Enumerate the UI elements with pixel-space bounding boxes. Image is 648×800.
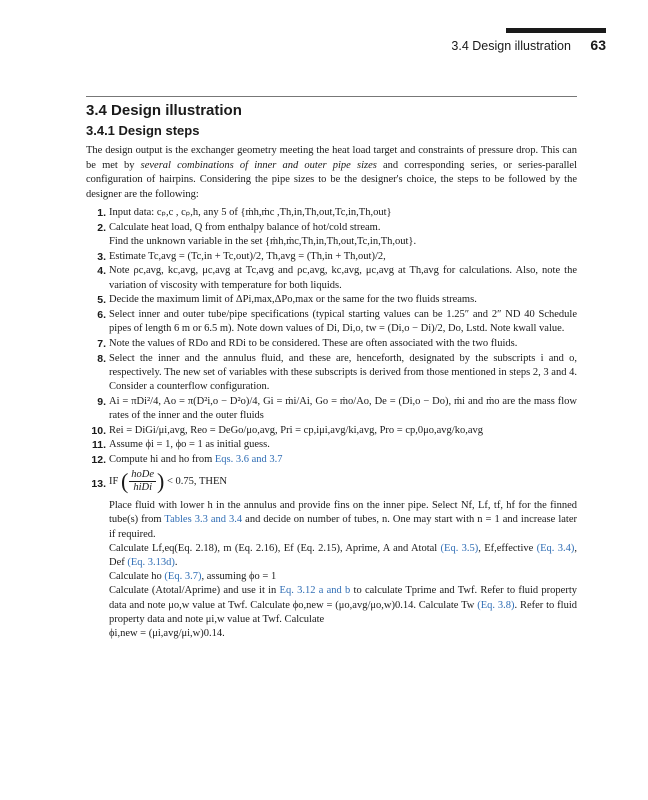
header-rule: [86, 96, 577, 97]
step-number: 1.: [97, 207, 106, 219]
header-accent-bar: [506, 28, 606, 33]
step-item: [86, 293, 577, 307]
step13-para-fins: [109, 499, 577, 542]
ratio-fraction: [129, 469, 156, 494]
step-number: 9.: [97, 395, 106, 408]
step-text: Input data: cₚ,c , cₚ,h, any 5 of {ṁh,ṁc ,Th,in,Th,out,Tc,in,Th,out}: [109, 207, 392, 218]
step-number: 13.: [91, 478, 106, 491]
intro-text-2: and corresponding series, or series-parallel configuration of hairpins. Considering the pipe sizes to be the designer's choice, the steps to be followed by the designer are the following:: [86, 159, 578, 200]
step-text: Rei = DiGi/μi,avg, Reo = DeGo/μo,avg, Pri = cp,iμi,avg/ki,avg, Pro = cp,0μo,avg/ko,avg: [109, 424, 483, 436]
step-text: Ai = πDi²/4, Ao = π(D²i,o − D²o)/4, Gi = ṁi/Ai, Go = ṁo/Ao, De = (Di,o − Do), ṁi and ṁo are the mass flow rates of the inner and the outer fluids: [109, 395, 577, 421]
design-steps-list: [86, 206, 577, 641]
step-text: Estimate Tc,avg = (Tc,in + Tc,out)/2, Th,avg = (Th,in + Th,out)/2,: [109, 250, 386, 262]
intro-paragraph: [86, 144, 577, 202]
step13-para-calc: [109, 542, 577, 570]
fraction-numerator: hoDe: [131, 469, 155, 481]
step-text-extra: Find the unknown variable in the set {ṁh,ṁc,Th,in,Th,out,Tc,in,Th,out}.: [109, 235, 417, 247]
step-item: [86, 438, 577, 452]
step-item: [86, 250, 577, 264]
equation-link[interactable]: (Eq. 3.5): [440, 542, 479, 554]
step-text: Decide the maximum limit of ΔPi,max,ΔPo,max or the same for the two fluids streams.: [109, 294, 477, 306]
step-number: 5.: [97, 294, 106, 307]
text: to calculate Tprime and Twf. Refer to fluid property data and note μo,w value at Twf. Calculate ϕo,new = (μo,avg/μo,w)0.14. Calculate Tw: [109, 585, 577, 611]
step-number: 12.: [91, 453, 106, 466]
text: Calculate (Atotal/Aprime) and use it in: [109, 585, 280, 597]
step-number: 2.: [97, 221, 106, 234]
step-text: Note the values of RDo and RDi to be considered. These are often associated with the two fluids.: [109, 337, 518, 349]
step-number: 11.: [91, 439, 106, 452]
step-text: Assume ϕi = 1, ϕo = 1 as initial guess.: [109, 439, 270, 451]
step-item: [86, 395, 577, 423]
condition-text: < 0.75, THEN: [167, 476, 227, 488]
running-header: [451, 37, 606, 53]
text: . Refer to fluid property data and note μi,w value at Twf. Calculate: [109, 599, 577, 625]
step-item: [86, 453, 577, 467]
subsection-title: 3.4.1 Design steps: [86, 123, 200, 138]
step-item: [86, 308, 577, 336]
page-number: 63: [590, 37, 606, 53]
step13-para-atotal: [109, 584, 577, 627]
page-content: [86, 102, 577, 642]
step-number: 8.: [97, 352, 106, 365]
open-paren: (: [120, 468, 129, 494]
step-text: Calculate heat load, Q from enthalpy balance of hot/cold stream.: [109, 221, 381, 233]
step-text: Compute hi and ho from: [109, 453, 215, 465]
step-item: [86, 206, 577, 220]
text: Calculate ho: [109, 571, 165, 583]
tables-link[interactable]: Tables 3.3 and 3.4: [164, 514, 243, 526]
equation-link[interactable]: (Eq. 3.8): [477, 599, 515, 611]
step-item: [86, 264, 577, 292]
fraction-denominator: hiDi: [133, 482, 152, 494]
step13-para-ho: [109, 570, 577, 584]
step-item: [86, 221, 577, 249]
intro-emphasis: several combinations of inner and outer pipe sizes: [140, 159, 377, 171]
section-title: 3.4 Design illustration: [86, 102, 242, 119]
equation-link[interactable]: (Eq. 3.7): [164, 571, 202, 583]
step13-phi-new: ϕi,new = (μi,avg/μi,w)0.14.: [109, 627, 225, 639]
step-item: [86, 337, 577, 351]
step-number: 7.: [97, 337, 106, 350]
step-number: 10.: [91, 424, 106, 437]
equation-link[interactable]: (Eq. 3.4): [536, 542, 575, 554]
step-text: Select inner and outer tube/pipe specifications (typical starting values can be 1.25″ and 2″ ND 40 Schedule pipes of length 6 m or 6.5 m). Note down values of Di, Di,o, tw = (Di,o − Di)/2, Do, Lstd. Note kwall value.: [109, 308, 577, 335]
close-paren: ): [157, 468, 165, 494]
running-header-section: 3.4 Design illustration: [451, 39, 571, 53]
equation-link[interactable]: Eqs. 3.6 and 3.7: [214, 453, 283, 465]
equation-link[interactable]: Eq. 3.12 a and b: [279, 585, 351, 597]
text: , Def: [109, 542, 577, 568]
text: , assuming ϕo = 1: [201, 571, 277, 583]
step-item: [86, 352, 577, 395]
if-label: IF: [109, 476, 119, 488]
step-item-13: [86, 469, 577, 641]
text: , Ef,effective: [478, 542, 537, 554]
step-number: 3.: [97, 250, 106, 263]
step-number: 4.: [97, 265, 106, 278]
step-text: Note ρc,avg, kc,avg, μc,avg at Tc,avg and ρc,avg, kc,avg, μc,avg at Th,avg for calculations. Also, note the variation of viscosity with temperature for both liquids.: [109, 265, 577, 291]
step-text: Select the inner and the annulus fluid, and these are, henceforth, designated by the subscripts i and o, respectively. The new set of variables with these subscripts is derived from those mentioned in steps 2, 3 and 4. Consider a counterflow configuration.: [109, 352, 577, 392]
equation-link[interactable]: (Eq. 3.13d): [127, 556, 175, 568]
text: Place fluid with lower h in the annulus and provide fins on the inner pipe. Select Nf, Lf, tf, hf for the finned tube(s) from: [109, 500, 577, 526]
text: .: [174, 556, 178, 568]
text: Calculate Lf,eq(Eq. 2.18), m (Eq. 2.16), Ef (Eq. 2.15), Aprime, A and Atotal: [109, 542, 441, 554]
step-number: 6.: [97, 308, 106, 321]
step-item: [86, 424, 577, 438]
if-condition: [109, 469, 577, 499]
text: and decide on number of tubes, n. One may start with n = 1 and increase later if required.: [109, 514, 577, 540]
intro-text-1: The design output is the exchanger geometry meeting the heat load target and constraints of pressure drop. This can be met by: [86, 145, 577, 171]
